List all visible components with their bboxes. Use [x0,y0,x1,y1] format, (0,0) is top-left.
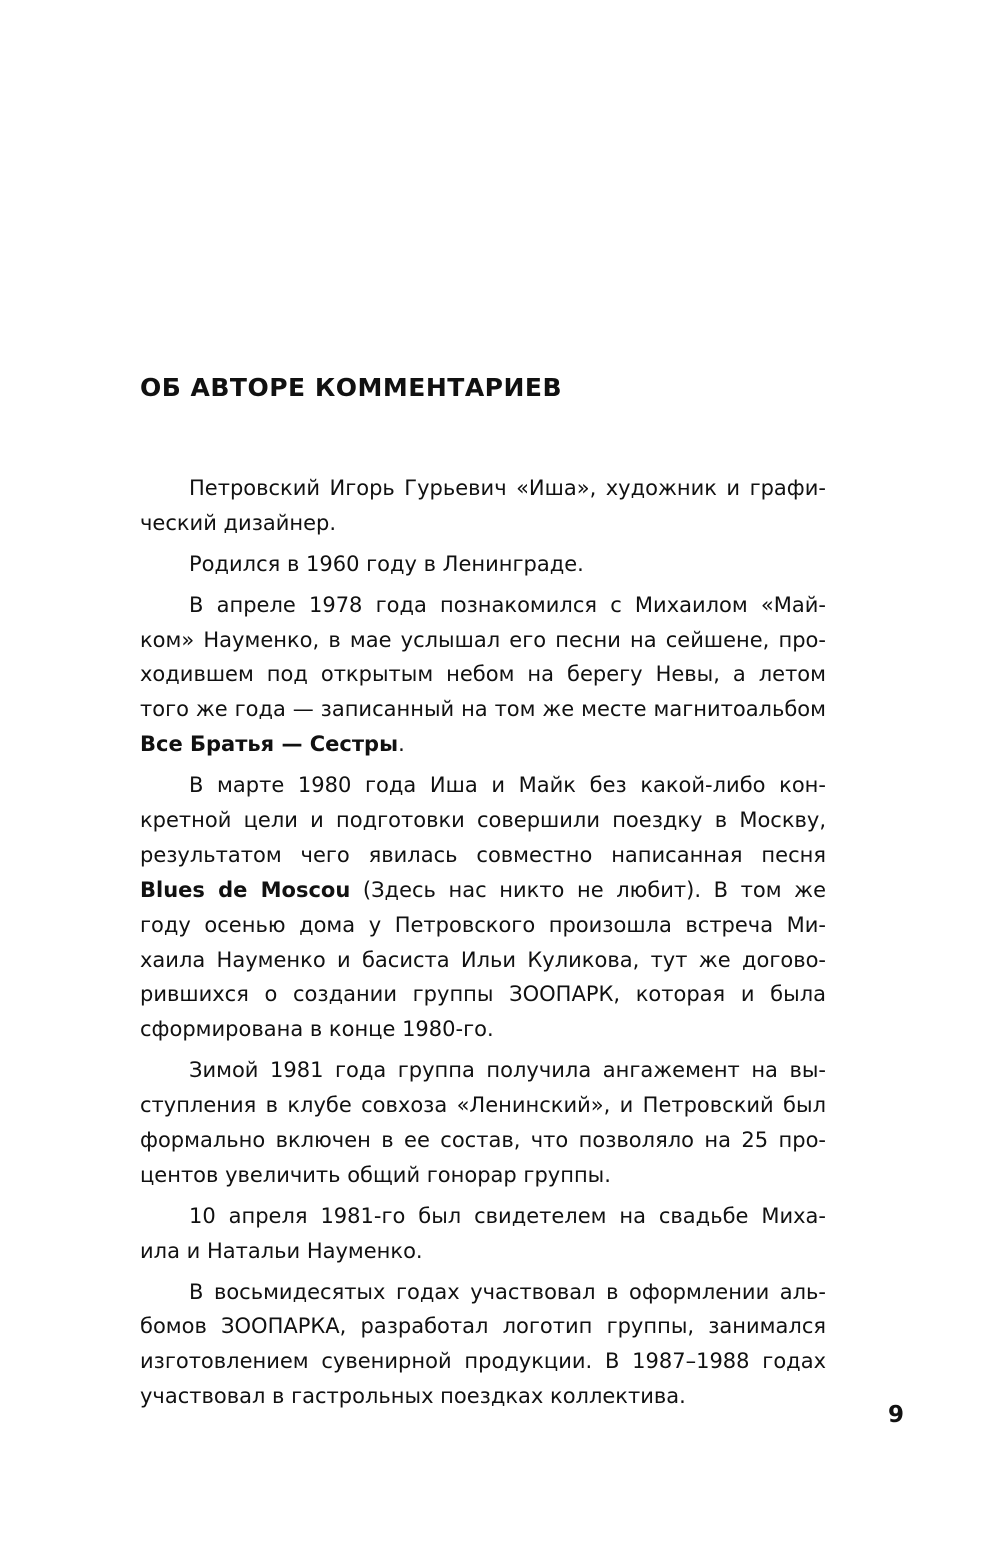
paragraph-line: изготовлением сувенирной продукции. В 1987–1988 годах [140,1349,826,1374]
paragraph-line: ступления в клубе совхоза «Ленинский», и Петровский был [140,1093,826,1118]
paragraph-line: Зимой 1981 года группа получила ангажемент на вы- [189,1058,826,1083]
paragraph-line: В апреле 1978 года познакомился с Михаилом «Май- [189,592,826,617]
paragraph-line: ком» Науменко, в мае услышал его песни на сейшене, про- [140,627,826,652]
paragraph-line: году осенью дома у Петровского произошла встреча Ми- [140,912,826,937]
paragraph-line: формально включен в ее состав, что позволяло на 25 про- [140,1128,826,1153]
paragraph-line [140,873,826,908]
paragraph-line: В восьмидесятых годах участвовал в оформлении аль- [189,1279,826,1304]
paragraph-line: рившихся о создании группы ЗООПАРК, которая и была [140,982,826,1007]
paragraph-line [140,727,826,762]
paragraph-line: кретной цели и подготовки совершили поездку в Москву, [140,808,826,833]
paragraph-line: хаила Науменко и басиста Ильи Куликова, тут же догово- [140,947,826,972]
section-heading: ОБ АВТОРЕ КОММЕНТАРИЕВ [140,373,563,402]
paragraph-line: ила и Натальи Науменко. [140,1238,423,1263]
paragraph-line: результатом чего явилась совместно написанная песня [140,842,826,867]
paragraph-line: того же года — записанный на том же месте магнитоальбом [140,697,826,722]
paragraph-line: ходившем под открытым небом на берегу Невы, а летом [140,662,826,687]
paragraph-line: центов увеличить общий гонорар группы. [140,1162,611,1187]
paragraph-line: бомов ЗООПАРКА, разработал логотип группы, занимался [140,1314,826,1339]
album-title-tail: . [398,732,405,757]
paragraph-line: Родился в 1960 году в Ленинграде. [189,551,584,576]
body-text [140,471,826,1414]
paragraph-line: 10 апреля 1981-го был свидетелем на свадьбе Миха- [189,1203,826,1228]
paragraph-line: участвовал в гастрольных поездках коллектива. [140,1384,686,1409]
paragraph-line: сформирована в конце 1980-го. [140,1017,494,1042]
song-title-tail: (Здесь нас никто не любит). В том же [350,877,826,902]
paragraph-line: ческий дизайнер. [140,510,337,535]
paragraph-line: Петровский Игорь Гурьевич «Иша», художник и графи- [189,476,826,500]
song-title: Blues de Moscou [140,877,351,902]
page-number: 9 [888,1402,905,1428]
paragraph-line: В марте 1980 года Иша и Майк без какой-либо кон- [189,773,826,798]
album-title: Все Братья — Сестры [140,732,399,757]
